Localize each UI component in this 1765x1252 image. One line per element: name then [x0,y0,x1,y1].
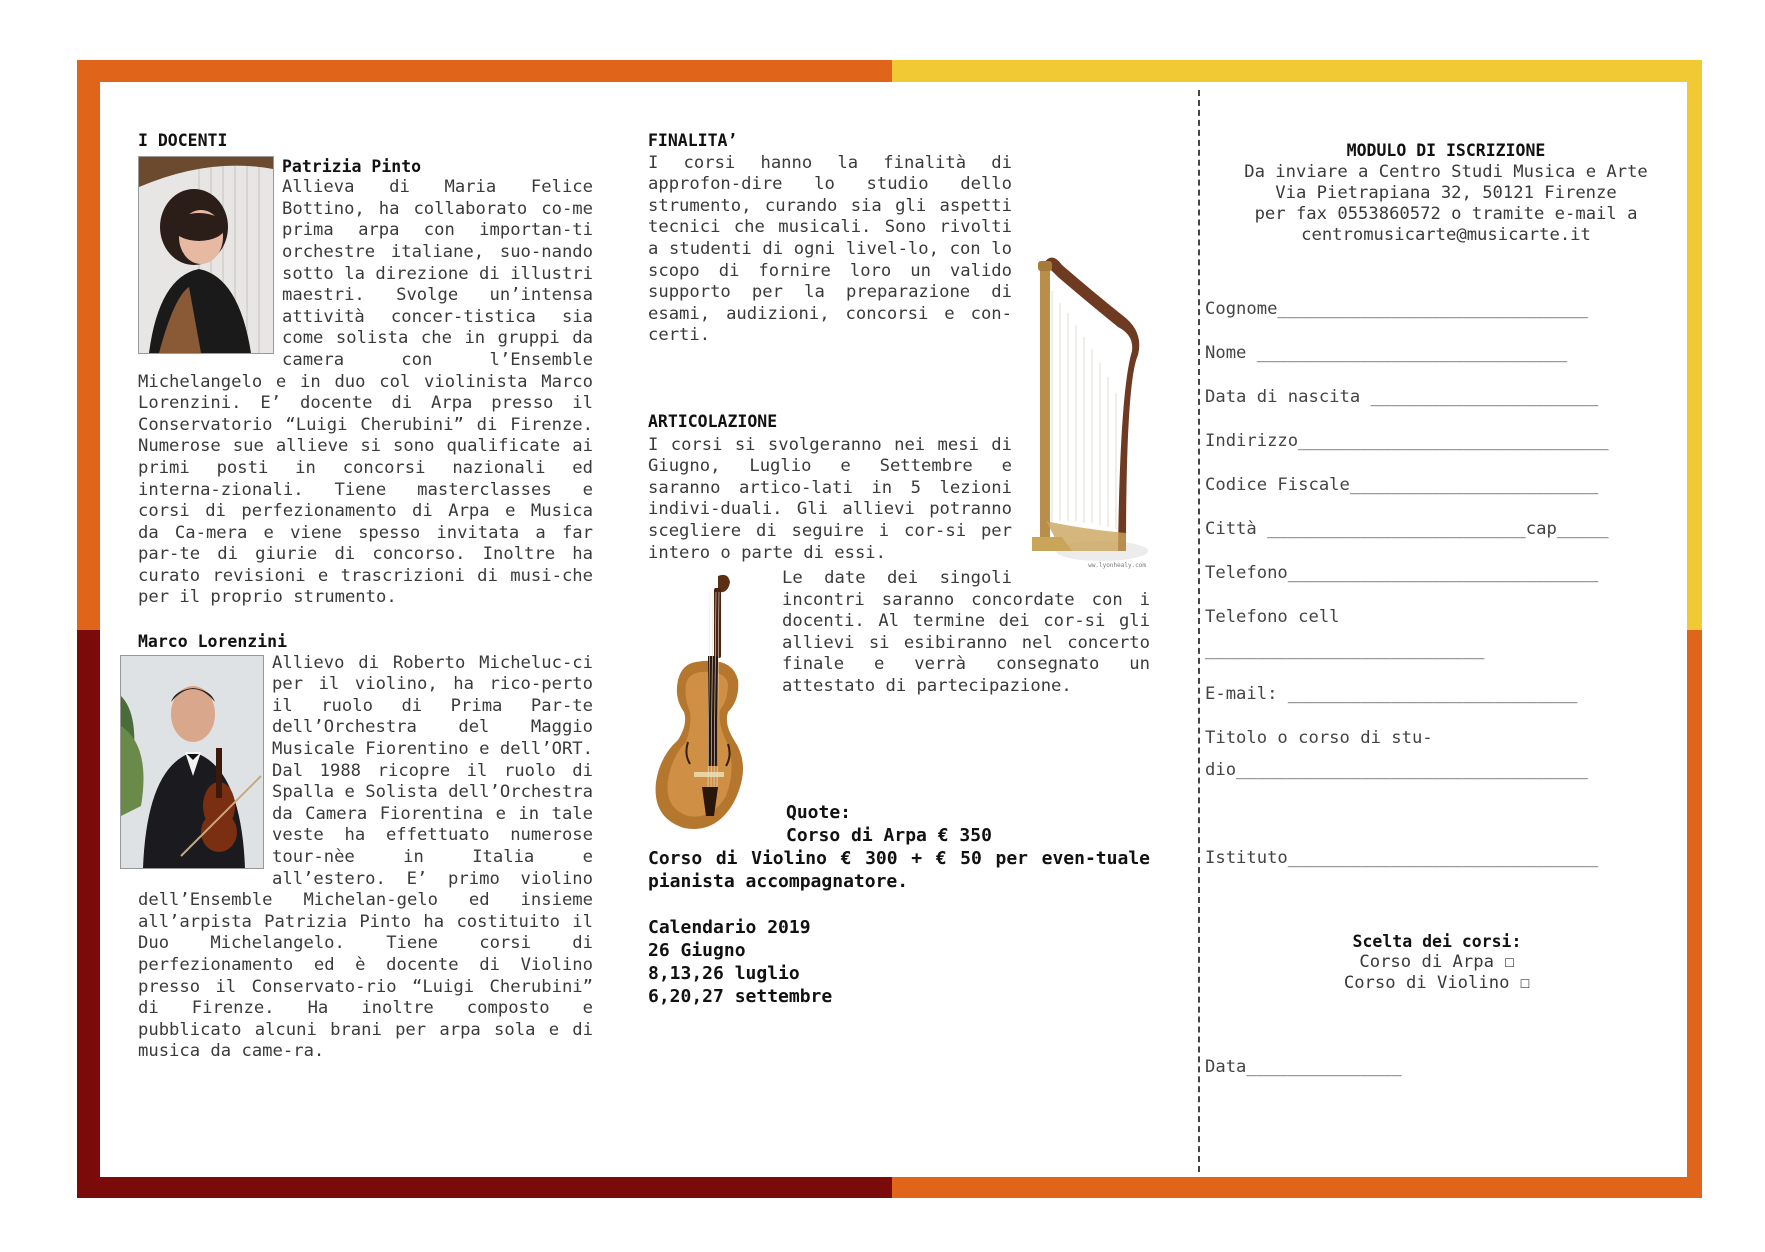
articolazione-heading: ARTICOLAZIONE [648,411,778,431]
violin-icon [648,572,758,837]
name-field[interactable]: Nome ______________________________ [1205,342,1568,363]
course-choice [1205,931,1657,994]
frame-top-right [892,60,1702,82]
fold-line [1198,90,1200,1172]
info-column [648,130,1150,1008]
portrait-violinist-icon [121,656,263,868]
patrizia-pinto-bio: Allieva di Maria Felice Bottino, ha collaborato co-me prima arpa con importan-ti orchestre italiane, suo-nando sotto la direzione di illustri maestri. Svolge un’intensa attività concer-tistica sia come solista che in gruppi da camera con l’Ensemble Michelangelo e in duo col violinista Marco Lorenzini. E’ docente di Arpa presso il Conservatorio “Luigi Cherubini” di Firenze. Numerose sue allieve si sono qualificate ai primi posti in concorsi nazionali ed interna-zionali. Tiene masterclasses e corsi di perfezionamento di Arpa e Musica da Ca-mera e viene spesso invitata a far par-te di giurie di concorso. Inoltre ha curato revisioni e trascrizioni di musi-che per il proprio strumento. [138,177,593,608]
dates-text: Le date dei singoli incontri saranno concordate con i docenti. Al termine dei cor-si gli allievi si esibiranno nel concerto finale e verrà consegnato un attestato di partecipazione. [782,568,1150,697]
mobile-field[interactable]: ___________________________ [1205,639,1485,660]
address-field[interactable]: Indirizzo______________________________ [1205,430,1609,451]
form-address-line: Via Pietrapiana 32, 50121 Firenze [1275,182,1617,203]
harp-caption: ww.lyonhealy.com [1088,561,1146,569]
calendar-date: 6,20,27 settembre [648,986,833,1008]
patrizia-pinto-name: Patrizia Pinto [282,156,422,176]
calendar-date: 26 Giugno [648,940,746,962]
calendar-block [648,916,1150,1008]
mobile-label: Telefono cell [1205,606,1340,627]
portrait-harpist-icon [139,157,273,353]
harp-image [1022,251,1150,569]
study-field[interactable]: dio__________________________________ [1205,759,1588,780]
finalita-text: I corsi hanno la finalità di approfon-dire lo studio dello strumento, curando sia gli aspetti tecnici che musicali. Sono rivolti a studenti di ogni livel-lo, con lo scopo di fornire loro un valido supporto per la preparazione di esami, audizioni, concorsi e con-certi. [648,152,1012,346]
frame-top-left [77,60,892,82]
form-fields [1205,298,1657,869]
quotes-label: Quote: [786,802,852,824]
marco-lorenzini-photo [120,655,264,869]
marco-lorenzini-name: Marco Lorenzini [138,632,288,652]
surname-field[interactable]: Cognome______________________________ [1205,298,1588,319]
articolazione-text: I corsi si svolgeranno nei mesi di Giugno, Luglio e Settembre e saranno artico-lati in 5 lezioni indivi-duali. Gli allievi potranno scegliere di seguire i cor-si per intero o parte di essi. [648,434,1012,563]
calendar-title: Calendario 2019 [648,917,811,939]
institute-field[interactable]: Istituto______________________________ [1205,847,1599,868]
teachers-heading: I DOCENTI [138,131,228,150]
patrizia-pinto-photo [138,156,274,354]
marco-lorenzini-bio: Allievo di Roberto Micheluc-ci per il violino, ha rico-perto il ruolo di Prima Par-te dell’Orchestra del Maggio Musicale Fiorentino e dell’ORT. Dal 1988 ricopre il ruolo di Spalla e Solista dell’Orchestra da Camera Fiorentina e in tale veste ha effettuato numerose tour-nèe in Italia e all’estero. E’ primo violino dell’Ensemble Michelan-gelo ed insieme all’arpista Patrizia Pinto ha costituito il Duo Michelangelo. Tiene corsi di perfezionamento ed è docente di Violino presso il Conservato-rio “Luigi Cherubini” di Firenze. Ha inoltre composto e pubblicato alcuni brani per arpa sola e di musica da came-ra. [138,652,593,1062]
study-label: Titolo o corso di stu- [1205,727,1433,748]
form-address-line: per fax 0553860572 o tramite e-mail a [1254,203,1638,224]
course-harp-checkbox[interactable]: Corso di Arpa ☐ [1359,951,1515,972]
quote-violin: Corso di Violino € 300 + € 50 per even-tuale pianista accompagnatore. [648,848,1150,893]
brochure-page [100,82,1687,1177]
harp-icon [1022,251,1150,569]
date-field[interactable]: Data_______________ [1205,1056,1402,1077]
frame-left-top [77,60,100,630]
phone-field[interactable]: Telefono______________________________ [1205,562,1599,583]
form-address-line: Da inviare a Centro Studi Musica e Arte [1244,161,1648,182]
registration-form [1205,140,1657,1078]
frame-bottom-left [77,1176,892,1198]
frame-bottom-right [892,1176,1702,1198]
violin-image [648,572,758,837]
teachers-column [138,130,593,1063]
course-violin-checkbox[interactable]: Corso di Violino ☐ [1343,972,1531,993]
form-title: MODULO DI ISCRIZIONE [1346,141,1546,160]
quote-harp: Corso di Arpa € 350 [786,825,992,847]
tax-code-field[interactable]: Codice Fiscale________________________ [1205,474,1599,495]
birthdate-field[interactable]: Data di nascita ______________________ [1205,386,1599,407]
email-field[interactable]: E-mail: ____________________________ [1205,683,1578,704]
city-field[interactable]: Città _________________________cap_____ [1205,518,1609,539]
calendar-date: 8,13,26 luglio [648,963,800,985]
finalita-heading: FINALITA’ [648,131,738,150]
form-address-line: centromusicarte@musicarte.it [1301,224,1591,245]
frame-left-bottom [77,630,100,1198]
courses-title: Scelta dei corsi: [1352,931,1522,951]
